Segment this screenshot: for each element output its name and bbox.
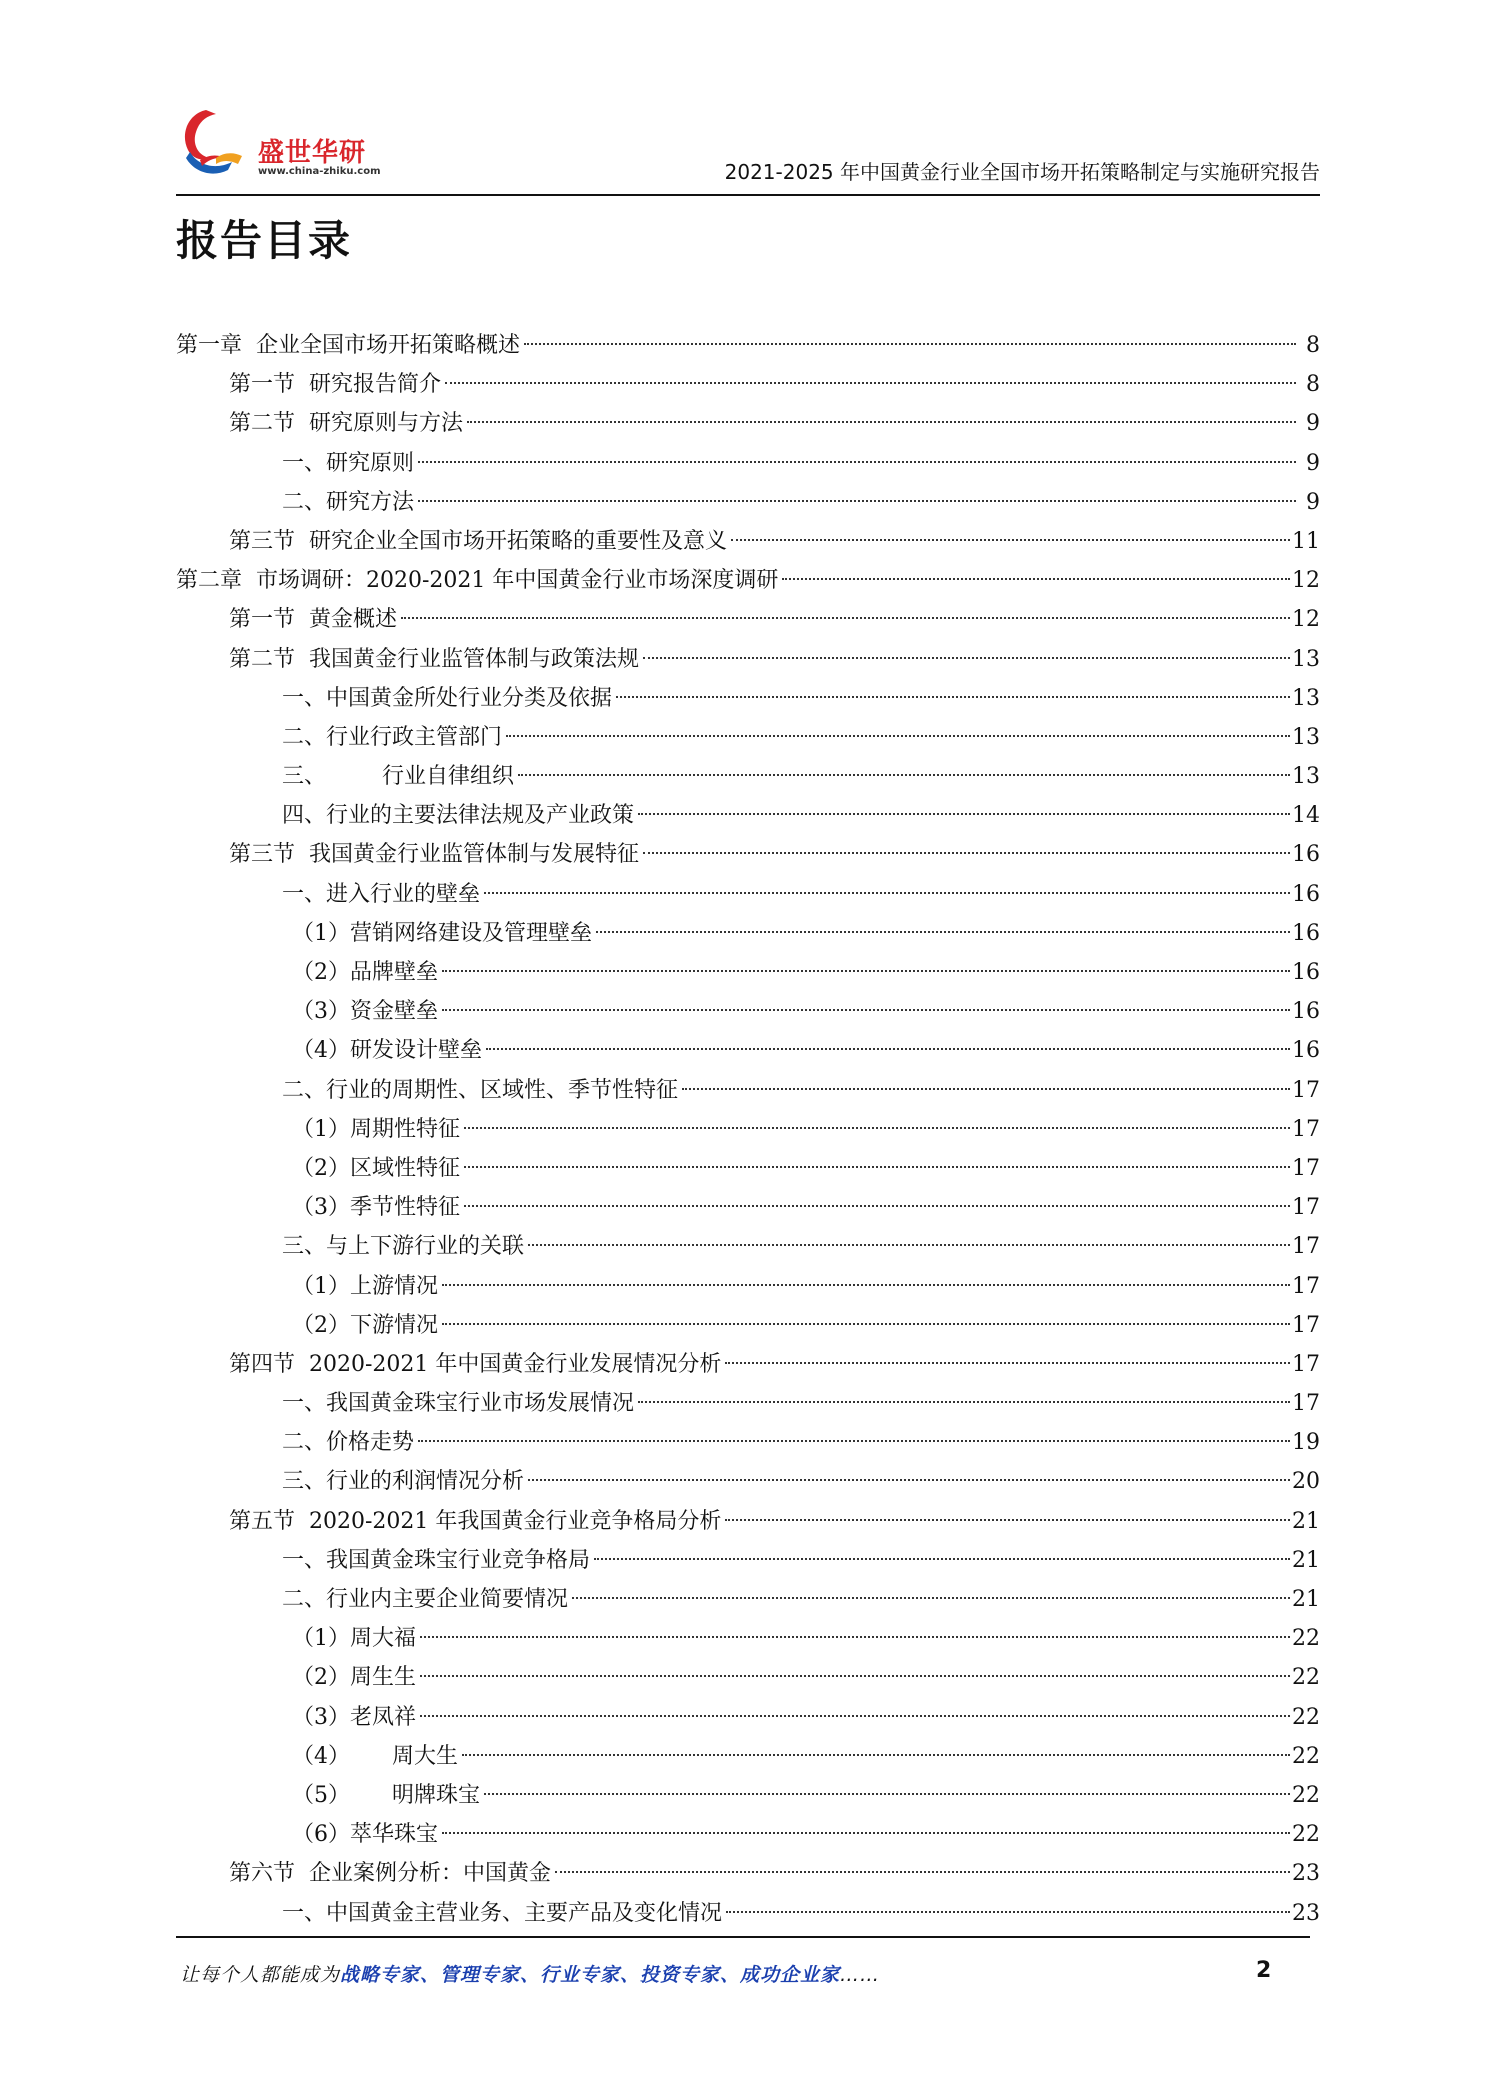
- toc-entry-page: 16: [1292, 1038, 1320, 1064]
- toc-entry-title: 第一节 研究报告简介: [229, 372, 441, 398]
- toc-entry-title: 第六节 企业案例分析：中国黄金: [229, 1861, 551, 1887]
- toc-entry[interactable]: [176, 522, 1320, 561]
- toc-entry-page: 23: [1292, 1900, 1320, 1926]
- toc-entry-page: 9: [1306, 489, 1320, 515]
- toc-entry-page: 21: [1292, 1508, 1320, 1534]
- toc-entry-title: （3）老凤祥: [292, 1704, 416, 1730]
- toc-entry[interactable]: [176, 875, 1320, 914]
- company-logo: [176, 104, 386, 184]
- toc-entry-page: 16: [1292, 999, 1320, 1025]
- toc-entry-page: 22: [1292, 1665, 1320, 1691]
- toc-entry[interactable]: [176, 1854, 1320, 1893]
- toc-dot-leader: [420, 1636, 1290, 1638]
- footer-divider: [176, 1936, 1310, 1938]
- page-title: 报告目录: [176, 216, 353, 265]
- toc-entry[interactable]: [176, 914, 1320, 953]
- toc-dot-leader: [638, 1401, 1290, 1403]
- toc-dot-leader: [596, 931, 1290, 933]
- toc-entry[interactable]: [176, 483, 1320, 522]
- toc-entry-page: 17: [1292, 1195, 1320, 1221]
- toc-entry-title: （2）品牌壁垒: [292, 960, 438, 985]
- toc-entry-page: 12: [1292, 607, 1320, 633]
- toc-entry[interactable]: [176, 1345, 1320, 1384]
- toc-entry-page: 13: [1292, 685, 1320, 711]
- toc-dot-leader: [528, 1244, 1290, 1246]
- toc-entry[interactable]: [176, 1267, 1320, 1306]
- toc-entry-title: 二、研究方法: [282, 489, 415, 515]
- toc-entry[interactable]: [176, 365, 1320, 404]
- toc-entry[interactable]: [176, 835, 1320, 874]
- toc-entry[interactable]: [176, 640, 1320, 679]
- toc-entry[interactable]: [176, 796, 1320, 835]
- toc-dot-leader: [518, 774, 1290, 776]
- toc-dot-leader: [464, 1166, 1290, 1168]
- toc-entry[interactable]: [176, 444, 1320, 483]
- toc-entry-title: 一、中国黄金主营业务、主要产品及变化情况: [282, 1900, 723, 1926]
- toc-entry-page: 17: [1292, 1391, 1320, 1417]
- toc-entry-page: 22: [1292, 1626, 1320, 1652]
- toc-entry-title: （2）区域性特征: [292, 1155, 460, 1181]
- toc-entry-title: 第三节 我国黄金行业监管体制与发展特征: [229, 842, 639, 868]
- toc-entry-title: （6）萃华珠宝: [292, 1822, 438, 1848]
- toc-entry[interactable]: [176, 1737, 1320, 1776]
- toc-entry-page: 17: [1292, 1116, 1320, 1142]
- toc-dot-leader: [725, 1519, 1290, 1521]
- toc-entry[interactable]: [176, 600, 1320, 639]
- toc-entry-title: （3）季节性特征: [292, 1195, 460, 1221]
- toc-entry[interactable]: [176, 1227, 1320, 1266]
- toc-entry-page: 16: [1292, 960, 1320, 985]
- toc-entry-page: 22: [1292, 1743, 1320, 1769]
- toc-entry[interactable]: [176, 1384, 1320, 1423]
- footer-slogan-suffix: ……: [840, 1964, 881, 1986]
- toc-dot-leader: [616, 696, 1290, 698]
- toc-entry-title: 一、研究原则: [282, 450, 415, 476]
- toc-entry-title: 第四节 2020-2021 年中国黄金行业发展情况分析: [229, 1351, 722, 1377]
- toc-entry[interactable]: [176, 992, 1320, 1031]
- toc-entry-page: 21: [1292, 1587, 1320, 1612]
- brand-name: 盛世华研: [258, 138, 367, 168]
- toc-dot-leader: [528, 1479, 1290, 1481]
- toc-entry-title: 第三节 研究企业全国市场开拓策略的重要性及意义: [229, 528, 727, 554]
- toc-entry[interactable]: [176, 1188, 1320, 1227]
- toc-entry[interactable]: [176, 404, 1320, 443]
- toc-entry-page: 16: [1292, 842, 1320, 868]
- toc-entry-title: 第一章 企业全国市场开拓策略概述: [176, 333, 520, 358]
- toc-entry-page: 22: [1292, 1782, 1320, 1808]
- toc-entry-page: 23: [1292, 1861, 1320, 1887]
- toc-entry-page: 13: [1292, 724, 1320, 750]
- toc-entry-page: 16: [1292, 920, 1320, 946]
- toc-entry[interactable]: [176, 1619, 1320, 1658]
- toc-entry-title: 三、行业的利润情况分析: [282, 1469, 525, 1495]
- toc-entry[interactable]: [176, 1894, 1320, 1933]
- toc-entry-page: 17: [1292, 1312, 1320, 1338]
- toc-entry-page: 13: [1292, 646, 1320, 672]
- toc-entry-title: 一、中国黄金所处行业分类及依据: [282, 685, 613, 711]
- toc-dot-leader: [464, 1205, 1290, 1207]
- toc-dot-leader: [725, 1362, 1290, 1364]
- toc-dot-leader: [418, 500, 1296, 502]
- toc-dot-leader: [464, 1127, 1290, 1129]
- toc-dot-leader: [486, 1048, 1290, 1050]
- toc-entry-title: 第一节 黄金概述: [229, 607, 397, 633]
- toc-entry-title: 三、与上下游行业的关联: [282, 1234, 525, 1260]
- toc-dot-leader: [643, 852, 1290, 854]
- toc-dot-leader: [445, 382, 1296, 384]
- toc-dot-leader: [731, 539, 1290, 541]
- book-swirl-logo-icon: [176, 104, 256, 184]
- toc-entry[interactable]: [176, 1580, 1320, 1619]
- toc-entry-title: 第五节 2020-2021 年我国黄金行业竞争格局分析: [229, 1508, 722, 1534]
- toc-dot-leader: [726, 1911, 1290, 1913]
- toc-entry-page: 22: [1292, 1822, 1320, 1848]
- toc-dot-leader: [442, 1323, 1290, 1325]
- toc-entry-title: 二、价格走势: [282, 1430, 415, 1456]
- page-header: [176, 100, 1320, 196]
- toc-entry-title: （4）研发设计壁垒: [292, 1038, 482, 1064]
- toc-dot-leader: [638, 813, 1290, 815]
- toc-entry-page: 21: [1292, 1547, 1320, 1573]
- toc-entry[interactable]: [176, 1541, 1320, 1580]
- toc-entry[interactable]: [176, 326, 1320, 365]
- brand-url: www.china-zhiku.com: [258, 166, 381, 177]
- toc-entry-page: 17: [1292, 1077, 1320, 1103]
- toc-entry[interactable]: [176, 1502, 1320, 1541]
- toc-dot-leader: [572, 1597, 1290, 1599]
- page-number: 2: [1256, 1958, 1272, 1983]
- toc-dot-leader: [418, 461, 1296, 463]
- toc-entry-page: 13: [1292, 764, 1320, 790]
- toc-dot-leader: [442, 1009, 1290, 1011]
- toc-entry[interactable]: [176, 1149, 1320, 1188]
- toc-entry-title: 二、行业行政主管部门: [282, 724, 503, 750]
- toc-entry-title: （1）周期性特征: [292, 1116, 460, 1142]
- toc-entry-page: 12: [1292, 568, 1320, 594]
- toc-dot-leader: [555, 1871, 1290, 1873]
- toc-entry[interactable]: [176, 953, 1320, 992]
- toc-entry-title: 一、我国黄金珠宝行业市场发展情况: [282, 1391, 635, 1417]
- toc-entry-page: 17: [1292, 1351, 1320, 1377]
- toc-entry[interactable]: [176, 1698, 1320, 1737]
- toc-entry-title: 二、行业的周期性、区域性、季节性特征: [282, 1077, 679, 1103]
- toc-dot-leader: [782, 578, 1290, 580]
- toc-dot-leader: [643, 657, 1290, 659]
- toc-entry-page: 11: [1292, 528, 1320, 554]
- toc-entry[interactable]: [176, 1776, 1320, 1815]
- toc-dot-leader: [420, 1715, 1290, 1717]
- toc-entry[interactable]: [176, 718, 1320, 757]
- toc-entry-title: （1）周大福: [292, 1626, 416, 1652]
- footer-slogan-prefix: 让每个人都能成为: [180, 1964, 341, 1986]
- toc-entry-title: 第二节 研究原则与方法: [229, 411, 463, 437]
- toc-dot-leader: [524, 343, 1296, 345]
- toc-dot-leader: [401, 617, 1290, 619]
- toc-entry-title: （3）资金壁垒: [292, 999, 438, 1025]
- toc-dot-leader: [418, 1440, 1290, 1442]
- toc-dot-leader: [442, 1832, 1290, 1834]
- toc-entry-title: （2）下游情况: [292, 1312, 438, 1338]
- toc-entry-title: 第二章 市场调研：2020-2021 年中国黄金行业市场深度调研: [176, 568, 779, 594]
- toc-entry-title: 二、行业内主要企业简要情况: [282, 1587, 569, 1612]
- toc-entry[interactable]: [176, 757, 1320, 796]
- toc-entry-title: （1）上游情况: [292, 1273, 438, 1299]
- toc-entry-page: 17: [1292, 1234, 1320, 1260]
- toc-dot-leader: [467, 421, 1296, 423]
- toc-entry[interactable]: [176, 1110, 1320, 1149]
- toc-dot-leader: [462, 1754, 1290, 1756]
- toc-entry[interactable]: [176, 679, 1320, 718]
- toc-dot-leader: [442, 970, 1290, 972]
- footer-slogan: [180, 1960, 880, 1987]
- toc-entry-title: 四、行业的主要法律法规及产业政策: [282, 803, 635, 829]
- toc-entry[interactable]: [176, 1423, 1320, 1462]
- toc-dot-leader: [420, 1675, 1290, 1677]
- toc-dot-leader: [484, 892, 1290, 894]
- toc-entry-title: 三、 行业自律组织: [282, 764, 514, 790]
- toc-entry-page: 17: [1292, 1273, 1320, 1299]
- toc-dot-leader: [594, 1558, 1290, 1560]
- toc-entry[interactable]: [176, 561, 1320, 600]
- footer-slogan-highlight: 战略专家、管理专家、行业专家、投资专家、成功企业家: [340, 1964, 841, 1986]
- toc-entry[interactable]: [176, 1462, 1320, 1501]
- toc-entry[interactable]: [176, 1658, 1320, 1697]
- toc-entry-page: 22: [1292, 1704, 1320, 1730]
- toc-entry-page: 8: [1306, 333, 1320, 358]
- toc-entry-title: （4） 周大生: [292, 1743, 458, 1769]
- report-title: 2021-2025 年中国黄金行业全国市场开拓策略制定与实施研究报告: [724, 160, 1320, 184]
- toc-entry-page: 19: [1292, 1430, 1320, 1456]
- toc-entry[interactable]: [176, 1306, 1320, 1345]
- table-of-contents: [176, 326, 1320, 1933]
- toc-dot-leader: [682, 1088, 1290, 1090]
- toc-entry-title: （5） 明牌珠宝: [292, 1782, 480, 1808]
- toc-entry-page: 20: [1292, 1469, 1320, 1495]
- toc-entry-page: 16: [1292, 881, 1320, 907]
- toc-entry-title: （1）营销网络建设及管理壁垒: [292, 920, 592, 946]
- toc-entry-page: 8: [1306, 372, 1320, 398]
- toc-dot-leader: [442, 1284, 1290, 1286]
- toc-entry[interactable]: [176, 1071, 1320, 1110]
- toc-dot-leader: [506, 735, 1290, 737]
- toc-entry[interactable]: [176, 1815, 1320, 1854]
- toc-entry-page: 9: [1306, 411, 1320, 437]
- toc-entry-page: 14: [1292, 803, 1320, 829]
- toc-entry-title: 一、进入行业的壁垒: [282, 881, 481, 907]
- toc-entry-title: 一、我国黄金珠宝行业竞争格局: [282, 1547, 591, 1573]
- header-divider: [176, 194, 1320, 196]
- toc-entry-page: 17: [1292, 1155, 1320, 1181]
- toc-dot-leader: [484, 1793, 1290, 1795]
- toc-entry[interactable]: [176, 1031, 1320, 1070]
- toc-entry-page: 9: [1306, 450, 1320, 476]
- toc-entry-title: （2）周生生: [292, 1665, 416, 1691]
- toc-entry-title: 第二节 我国黄金行业监管体制与政策法规: [229, 646, 639, 672]
